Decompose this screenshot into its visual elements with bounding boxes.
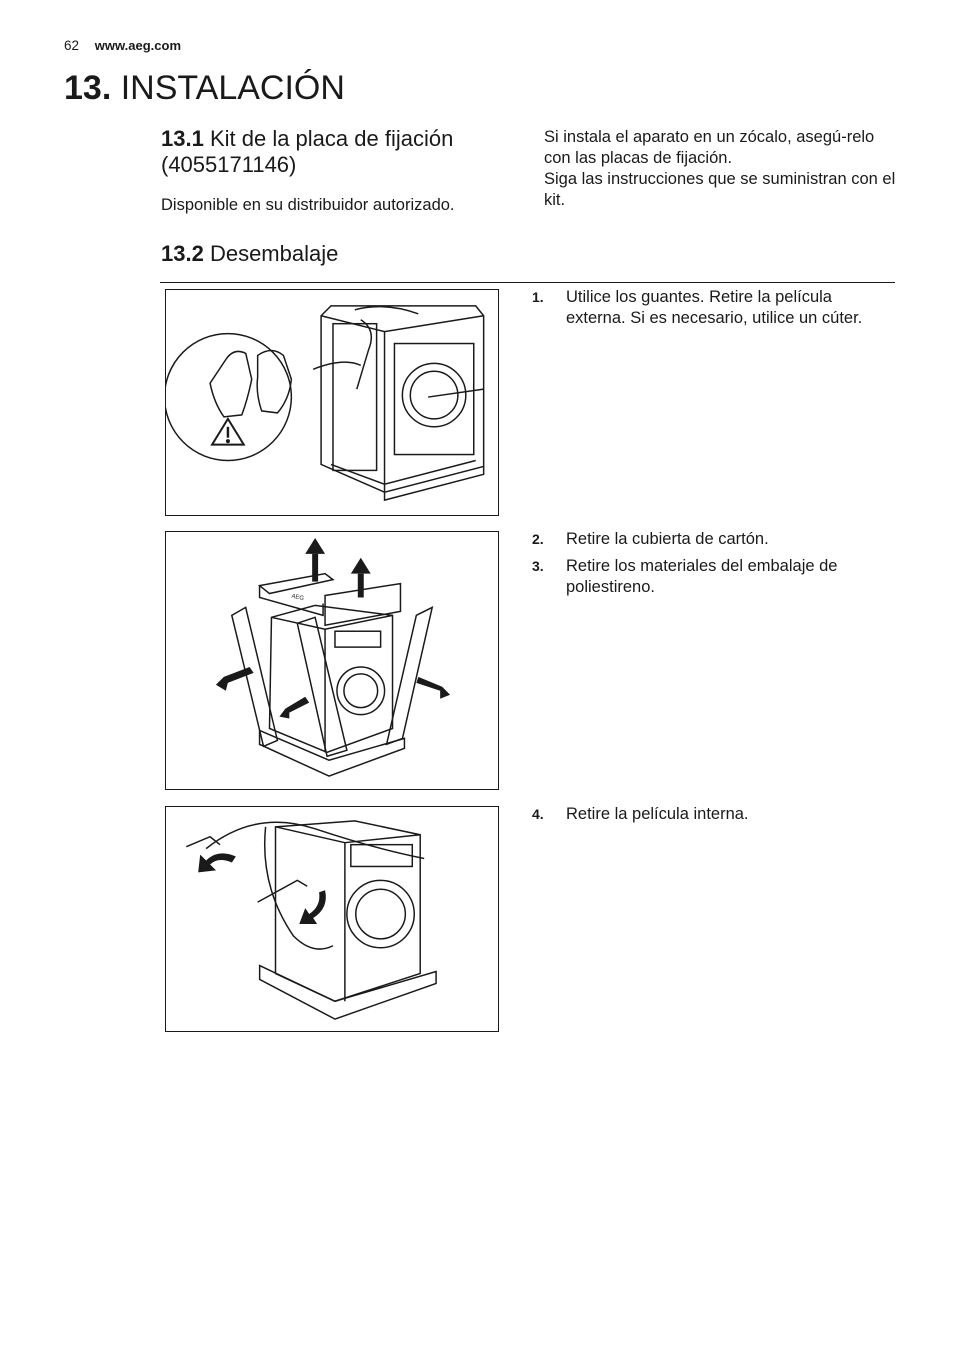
arrow-up-icon: [305, 538, 325, 554]
figure-remove-cardboard: [165, 531, 499, 790]
right-paragraph-2: Siga las instrucciones que se suministran con el kit.: [544, 170, 896, 209]
step-2-number: 2.: [532, 531, 544, 547]
section-13-1-title-line2: (4055171146): [161, 152, 297, 177]
section-13-2-number: 13.2: [161, 241, 204, 266]
arrow-left-icon: [216, 667, 254, 691]
step-4-text: Retire la película interna.: [566, 805, 749, 823]
figure-remove-outer-film: [165, 289, 499, 516]
section-13-1-number: 13.1: [161, 126, 204, 151]
page-header: [64, 38, 181, 53]
right-paragraph-1: Si instala el aparato en un zócalo, asegú-relo con las placas de fijación.: [544, 128, 875, 167]
section-13-1-title: [161, 126, 521, 178]
step-4: [532, 804, 886, 825]
foam-right: [387, 607, 433, 744]
arrow-curved-icon: [198, 853, 236, 872]
chapter-title: [64, 66, 345, 110]
chapter-number: 13.: [64, 69, 112, 107]
foam-base: [260, 730, 405, 776]
step-1: [532, 287, 886, 329]
inner-film: [206, 822, 424, 858]
step-3: [532, 556, 886, 598]
glove-right-icon: [257, 350, 291, 412]
machine-door: [347, 880, 414, 947]
chapter-name: INSTALACIÓN: [120, 69, 345, 107]
illustration-inner-film: [166, 807, 498, 1031]
box-label: AEG: [290, 593, 305, 603]
section-13-1-title-line1: Kit de la placa de fijación: [209, 126, 454, 151]
arrow-down-left-icon: [279, 697, 309, 719]
website-url[interactable]: www.aeg.com: [94, 38, 182, 53]
section-13-1-availability: Disponible en su distribuidor autorizado.: [161, 196, 455, 214]
figure-remove-inner-film: [165, 806, 499, 1032]
step-2-text: Retire la cubierta de cartón.: [566, 530, 769, 548]
step-1-number: 1.: [532, 289, 544, 305]
step-3-text: Retire los materiales del embalaje de poliestireno.: [566, 557, 838, 596]
foam-center: [297, 617, 347, 756]
section-divider: [160, 282, 895, 283]
machine-base: [260, 966, 436, 1020]
section-13-2-title: [161, 241, 338, 267]
illustration-outer-film: [166, 290, 498, 515]
machine-outline: [276, 821, 421, 1001]
section-13-1-right-text: [544, 127, 896, 211]
illustration-cardboard: [166, 532, 498, 789]
section-13-2-name: Desembalaje: [209, 241, 339, 266]
step-1-text: Utilice los guantes. Retire la película externa. Si es necesario, utilice un cúter.: [566, 288, 863, 327]
arrow-up-icon-2: [351, 558, 371, 574]
glove-left-icon: [210, 351, 252, 416]
step-4-number: 4.: [532, 806, 544, 822]
arrow-right-icon: [416, 677, 450, 699]
arrow-curved-icon-2: [299, 890, 326, 924]
door-outline: [402, 363, 465, 426]
step-3-number: 3.: [532, 558, 544, 574]
step-2: [532, 529, 886, 550]
page-number: 62: [64, 38, 80, 53]
